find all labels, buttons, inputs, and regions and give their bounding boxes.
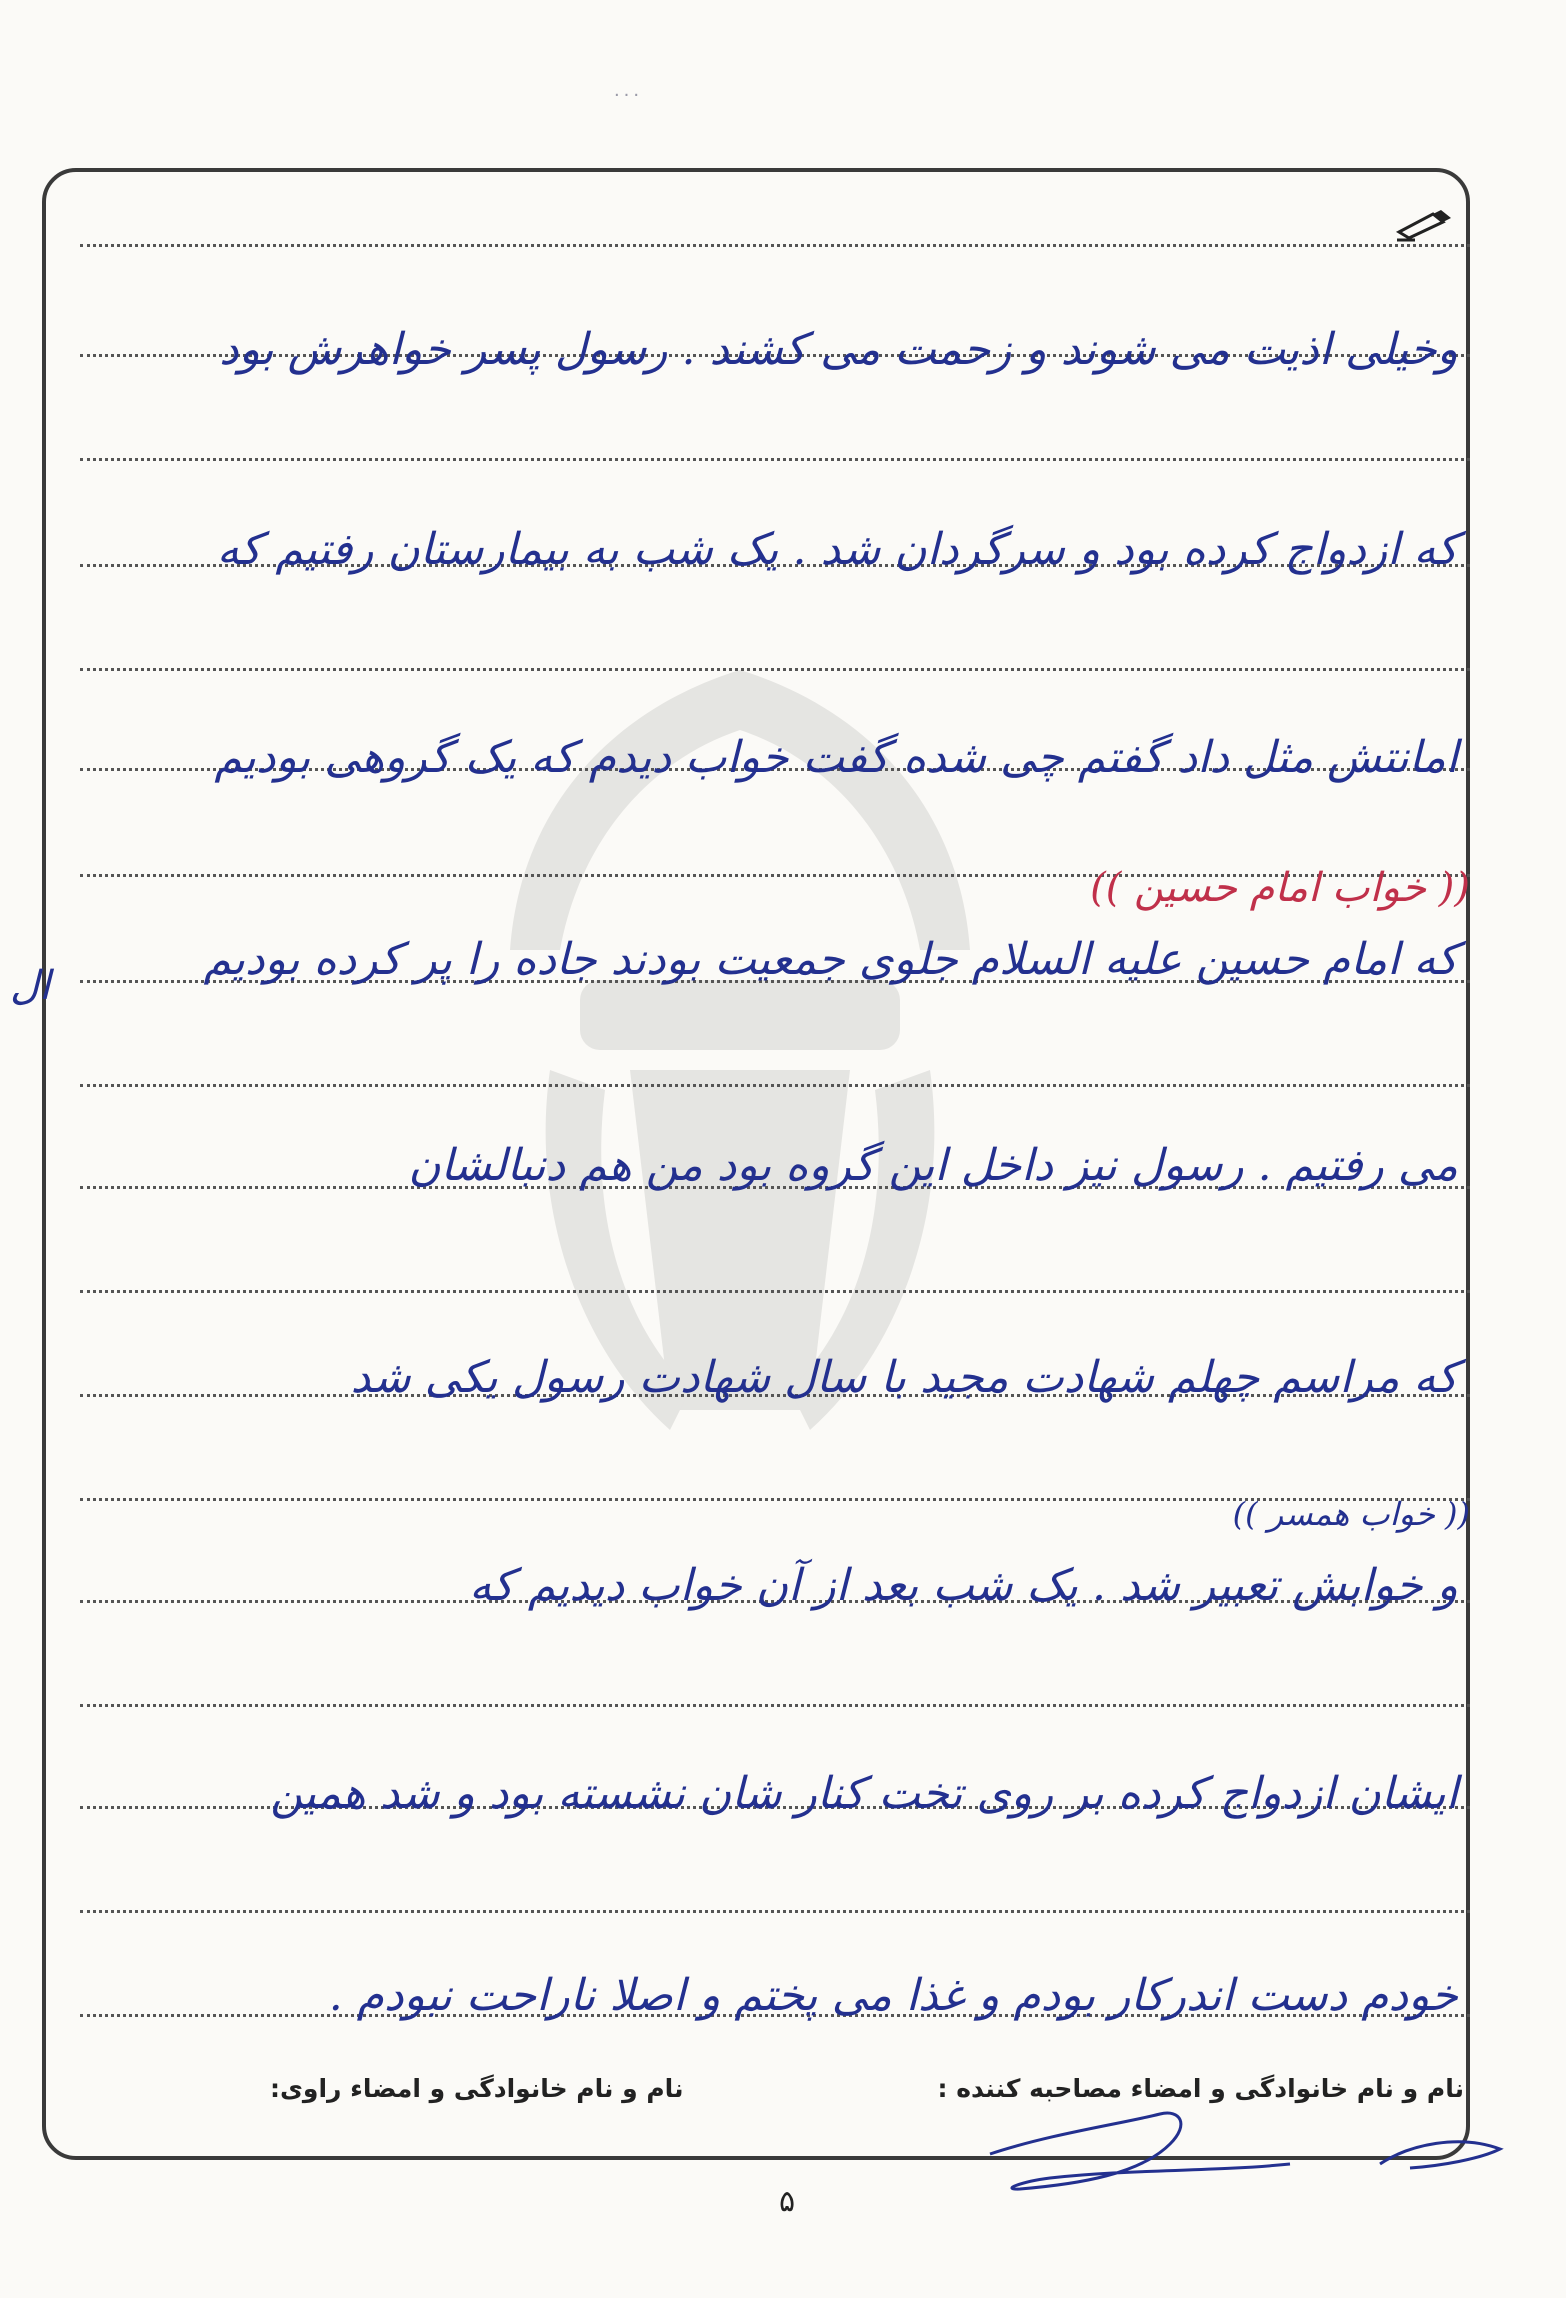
page-number: ۵ [778,2184,796,2219]
rule-line [80,1290,1470,1293]
red-annotation: (( خواب امام حسین )) [1090,865,1470,911]
handwritten-line: ایشان ازدواج کرده بر روی تخت کنار شان نشسته بود و شد همین [270,1768,1458,1819]
interviewer-signature-label: نام و نام خانوادگی و امضاء مصاحبه کننده : [937,2074,1464,2103]
top-mark: ٠٠٠ [612,84,642,105]
margin-annotation: ال [10,963,51,1009]
handwritten-line: که مراسم چهلم شهادت مجید با سال شهادت رسول یکی شد [350,1352,1458,1403]
blue-annotation: (( خواب همسر )) [1232,1495,1470,1533]
narrator-signature-label: نام و نام خانوادگی و امضاء راوی: [270,2074,684,2103]
handwritten-line: و خوابش تعبیر شد . یک شب بعد از آن خواب دیدیم که [469,1560,1458,1611]
handwritten-line: خودم دست اندرکار بودم و غذا می پختم و اصلا ناراحت نبودم . [328,1970,1458,2021]
rule-line [80,1704,1470,1707]
handwritten-line: که ازدواج کرده بود و سرگردان شد . یک شب به بیمارستان رفتیم که [216,524,1458,575]
pen-writing-icon [1395,208,1455,242]
handwritten-line: امانتش مثل داد گفتم چی شده گفت خواب دیدم که یک گروهی بودیم [214,732,1458,783]
rule-line [80,1910,1470,1913]
handwritten-line: که امام حسین علیه السلام جلوی جمعیت بودند جاده را پر کرده بودیم [203,934,1458,985]
rule-line [80,244,1470,247]
rule-line [80,1084,1470,1087]
rule-line [80,458,1470,461]
handwritten-line: می رفتیم . رسول نیز داخل این گروه بود من هم دنبالشان [408,1140,1458,1191]
handwritten-line: وخیلی اذیت می شوند و زحمت می کشند . رسول پسر خواهرش بود [219,324,1458,375]
rule-line [80,668,1470,671]
handwritten-signature [960,2094,1520,2194]
